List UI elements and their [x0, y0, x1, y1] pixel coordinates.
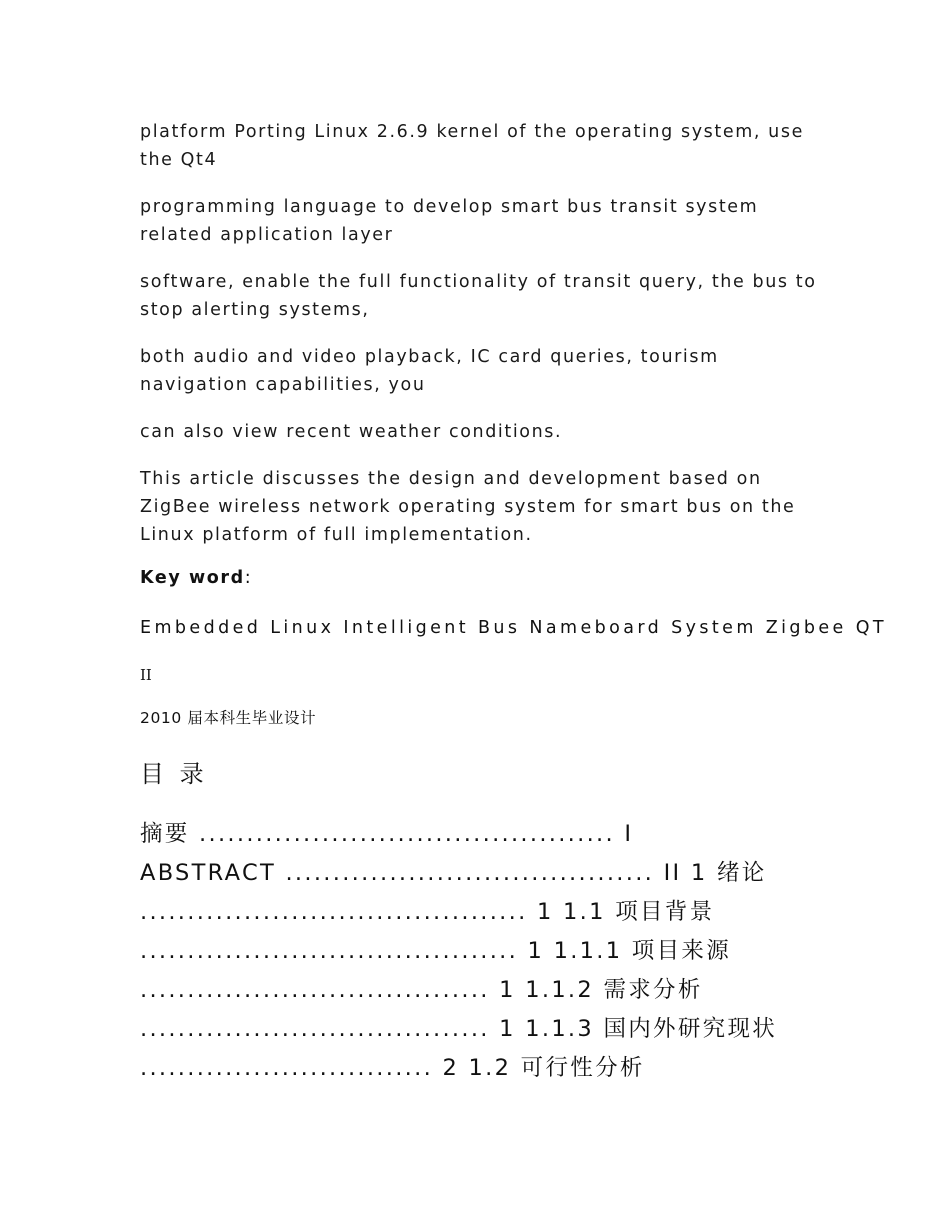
toc-entry[interactable]: ............................... 2 1.2 可行性分析 — [140, 1055, 645, 1081]
toc-entry[interactable]: ......................................... 1 1.1 项目背景 — [140, 899, 715, 925]
toc-entry[interactable]: ..................................... 1 1.1.3 国内外研究现状 — [140, 1016, 778, 1042]
keyword-label: Key word — [140, 568, 245, 588]
toc-title: 目 录 — [140, 760, 208, 788]
keyword-heading — [140, 568, 820, 588]
keyword-list: Embedded Linux Intelligent Bus Nameboard System Zigbee QT — [140, 618, 887, 638]
table-of-contents — [140, 815, 820, 1088]
abstract-paragraph-5: can also view recent weather conditions. — [140, 422, 563, 442]
abstract-paragraph-6: This article discusses the design and development based on ZigBee wireless network operating system for smart bus on the Linux platform of full implementation. — [140, 469, 796, 545]
document-page — [140, 118, 887, 1088]
keyword-colon: : — [244, 568, 253, 588]
running-header: 2010 届本科生毕业设计 — [140, 709, 317, 727]
toc-entry[interactable]: ABSTRACT ....................................... II 1 绪论 — [140, 860, 767, 886]
page-number: II — [140, 666, 152, 684]
abstract-paragraph-3: software, enable the full functionality of transit query, the bus to stop alerting systems, — [140, 272, 817, 320]
toc-entry[interactable]: ..................................... 1 1.1.2 需求分析 — [140, 977, 703, 1003]
toc-entry[interactable]: 摘要 ............................................ I — [140, 821, 634, 847]
abstract-paragraph-1: platform Porting Linux 2.6.9 kernel of the operating system, use the Qt4 — [140, 122, 804, 170]
abstract-paragraph-4: both audio and video playback, IC card queries, tourism navigation capabilities, you — [140, 347, 719, 395]
toc-entry[interactable]: ........................................ 1 1.1.1 项目来源 — [140, 938, 732, 964]
abstract-paragraph-2: programming language to develop smart bus transit system related application layer — [140, 197, 759, 245]
